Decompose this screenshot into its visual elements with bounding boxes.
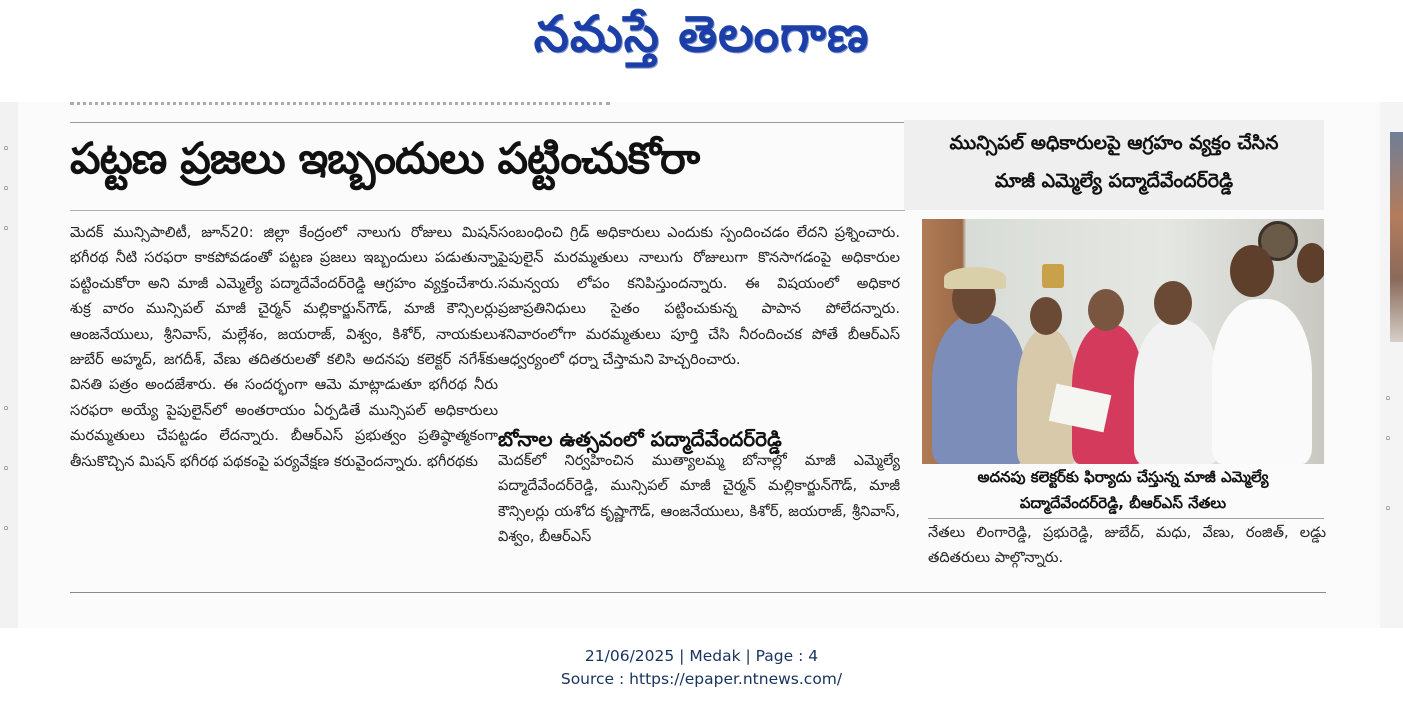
side-headline-line2: మాజీ ఎమ్మెల్యే పద్మాదేవేందర్‌రెడ్డి (994, 170, 1234, 192)
page-footer (0, 645, 1403, 691)
article-clipping (18, 102, 1380, 628)
cap (944, 267, 1006, 289)
divider (70, 592, 1326, 593)
person-head (1088, 289, 1124, 331)
sub-article-continuation: నేతలు లింగారెడ్డి, ప్రభురెడ్డి, జుబేద్, మధు, వేణు, రంజిత్, లడ్డు తదితరులు పాల్గొన్నారు. (928, 524, 1326, 567)
newspaper-logo: నమస్తే తెలంగాణ (533, 4, 870, 63)
edge-glyph: ◦ (2, 462, 10, 477)
masthead (0, 0, 1403, 80)
article-headline: పట్టణ ప్రజలు ఇబ్బందులు పట్టించుకోరా (70, 134, 700, 184)
person-head (1297, 243, 1324, 283)
edge-glyph: ◦ (1384, 502, 1392, 517)
person (1134, 319, 1219, 464)
edge-glyph: ◦ (2, 522, 10, 537)
caption-line2: పద్మాదేవేందర్‌రెడ్డి, బీఆర్‌ఎస్ నేతలు (1019, 494, 1227, 512)
emblem (1042, 264, 1064, 288)
edge-glyph: ◦ (2, 402, 10, 417)
footer-date-edition: 21/06/2025 | Medak | Page : 4 (584, 647, 819, 665)
person (1212, 299, 1312, 464)
left-adjacent-column (0, 102, 18, 628)
sub-article-text: మెదక్‌లో నిర్వహించిన ముత్యాలమ్మ బోనాల్లో మాజీ ఎమ్మెల్యే పద్మాదేవేందర్‌రెడ్డి, మున్సిపల్ మాజీ చైర్మన్ మల్లికార్జున్‌గౌడ్, మాజీ కౌన్సిలర్లు యశోద కృష్ణాగౌడ్, ఆంజనేయులు, కిశోర్, జయరాజ్, శ్రీనివాస్, విశ్వం, బీఆర్‌ఎస్ (498, 452, 900, 546)
article-column-1: మెదక్ మున్సిపాలిటీ, జూన్20: జిల్లా కేంద్రంలో నాలుగు రోజులు మిషన్ భగీరథ నీటి సరఫరా కాకపోవడంతో పట్టణ ప్రజలు ఇబ్బందులు పడుతున్నా పట్టించుకోరా అని మాజీ ఎమ్మెల్యే పద్మాదేవేందర్‌రెడ్డి ఆగ్రహం వ్యక్తంచేశారు. శుక్ర వారం మున్సిపల్ మాజీ చైర్మన్ మల్లికార్జున్‌గౌడ్, మాజీ కౌన్సిలర్లు ఆంజనేయులు, శ్రీనివాస్, మల్లేశం, జయరాజ్, విశ్వం, కిశోర్, నాయకులు జుబేర్ అహ్మద్, జగదీశ్, వేణు తదితరులతో కలిసి అదనపు కలెక్టర్ నగేశ్‌కు వినతి పత్రం అందజేశారు. ఈ సందర్భంగా ఆమె మాట్లాడుతూ భగీరథ నీరు సరఫరా అయ్యే పైపులైన్‌లో అంతరాయం ఏర్పడితే మున్సిపల్ అధికారులు మరమ్మతులు చేపట్టడం లేదన్నారు. బీఆర్‌ఎస్ ప్రభుత్వం ప్రతిష్ఠాత్మకంగా తీసుకొచ్చిన మిషన్ భగీరథ పథకంపై పర్యవేక్షణ కరువైందన్నారు. భగీరథకు (70, 224, 498, 470)
divider (70, 122, 905, 123)
person-head (1030, 297, 1062, 335)
side-headline-line1: మున్సిపల్ అధికారులపై ఆగ్రహం వ్యక్తం చేసిన (949, 132, 1279, 154)
footer-source: Source : https://epaper.ntnews.com/ (560, 670, 843, 688)
person-head (1154, 281, 1192, 325)
adjacent-photo-strip (1390, 132, 1403, 342)
divider (70, 210, 905, 211)
person-head (1230, 245, 1274, 297)
side-headline (904, 124, 1324, 200)
edge-glyph: ◦ (2, 222, 10, 237)
edge-glyph: ◦ (1384, 432, 1392, 447)
edge-glyph: ◦ (2, 182, 10, 197)
article-column-2: సంబంధించి గ్రిడ్ అధికారులు ఎందుకు స్పందించడం లేదని ప్రశ్నించారు. పైపులైన్ మరమ్మతులు నాలుగు రోజులుగా కొనసాగడంపై అధికారుల సమన్వయ లోపం కనిపిస్తుందన్నారు. ఈ విషయంలో అధికార ప్రజాప్రతినిధులు సైతం పట్టించుకున్న పాపాన పోలేదన్నారు. శనివారంలోగా మరమ్మతులు పూర్తి చేసి నీరందించక పోతే బీఆర్‌ఎస్ ఆధ్వర్యంలో ధర్నా చేస్తామని హెచ్చరించారు. (498, 224, 900, 369)
divider (928, 518, 1324, 519)
cropped-text-strip (70, 102, 610, 117)
sub-article-heading: బోనాల ఉత్సవంలో పద్మాదేవేందర్‌రెడ్డి (498, 427, 782, 451)
right-adjacent-column (1380, 102, 1403, 628)
edge-glyph: ◦ (1384, 392, 1392, 407)
photo-caption (922, 464, 1324, 516)
edge-glyph: ◦ (2, 142, 10, 157)
person (932, 314, 1027, 464)
caption-line1: అదనపు కలెక్టర్‌కు ఫిర్యాదు చేస్తున్న మాజీ ఎమ్మెల్యే (977, 468, 1269, 486)
news-photo (922, 219, 1324, 464)
